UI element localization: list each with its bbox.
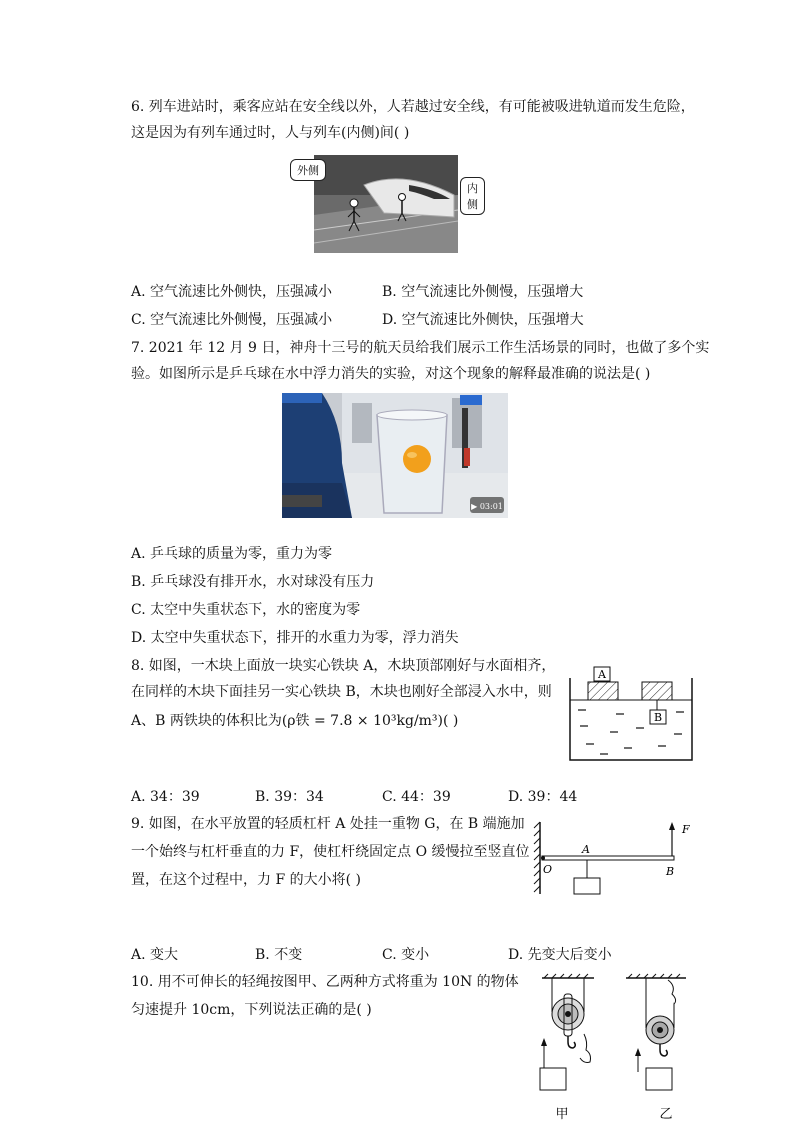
- q10-pulley-figure: [528, 972, 698, 1122]
- q8-stem-line2: 在同样的木块下面挂另一实心铁块 B，木块也刚好全部浸入水中，则: [131, 684, 552, 700]
- q9-option-d: D. 先变大后变小: [508, 947, 612, 963]
- q7-option-c: C. 太空中失重状态下，水的密度为零: [131, 602, 361, 618]
- q9-label-b: B: [666, 865, 675, 878]
- q8-option-d: D. 39：44: [508, 789, 578, 805]
- q8-beaker-figure: [566, 664, 696, 764]
- q8-label-a: A: [598, 668, 606, 681]
- q9-stem-line2: 一个始终与杠杆垂直的力 F，使杠杆绕固定点 O 缓慢拉至竖直位: [131, 844, 530, 860]
- q7-video-time: ▶ 03:01: [471, 502, 503, 511]
- q6-inner-label: 内侧: [460, 177, 485, 215]
- q6-train-figure: [297, 155, 478, 253]
- q7-option-d: D. 太空中失重状态下，排开的水重力为零，浮力消失: [131, 630, 459, 646]
- q9-option-c: C. 变小: [382, 947, 430, 963]
- q6-option-d: D. 空气流速比外侧快，压强增大: [382, 312, 584, 328]
- q6-option-b: B. 空气流速比外侧慢，压强增大: [382, 284, 584, 300]
- q9-label-f: F: [682, 823, 690, 836]
- q9-stem-line3: 置，在这个过程中，力 F 的大小将( ): [131, 872, 361, 888]
- q8-option-a: A. 34：39: [131, 789, 200, 805]
- q7-stem-line2: 验。如图所示是乒乓球在水中浮力消失的实验，对这个现象的解释最准确的说法是( ): [131, 366, 651, 382]
- q10-stem-line1: 10. 用不可伸长的轻绳按图甲、乙两种方式将重为 10N 的物体: [131, 974, 519, 990]
- q9-option-b: B. 不变: [255, 947, 303, 963]
- q7-stem-line1: 7. 2021 年 12 月 9 日，神舟十三号的航天员给我们展示工作生活场景的同时，也做了多个实: [131, 340, 710, 356]
- q7-option-a: A. 乒乓球的质量为零，重力为零: [131, 546, 333, 562]
- q10-label-jia: 甲: [555, 1107, 569, 1122]
- q6-stem-line1: 6. 列车进站时，乘客应站在安全线以外，人若越过安全线，有可能被吸进轨道而发生危险，: [131, 99, 695, 115]
- q7-space-video-figure: [282, 393, 508, 518]
- q9-option-a: A. 变大: [131, 947, 179, 963]
- q8-label-b: B: [653, 711, 663, 724]
- q10-label-yi: 乙: [659, 1107, 673, 1122]
- q8-stem-line3: A、B 两铁块的体积比为(ρ铁 = 7.8 × 10³kg/m³)( ): [131, 713, 459, 729]
- q8-option-c: C. 44：39: [382, 789, 451, 805]
- q9-lever-figure: [530, 818, 700, 898]
- q6-option-c: C. 空气流速比外侧慢，压强减小: [131, 312, 333, 328]
- q6-outer-label: 外侧: [290, 159, 326, 181]
- q10-stem-line2: 匀速提升 10cm，下列说法正确的是( ): [131, 1002, 372, 1018]
- q8-option-b: B. 39：34: [255, 789, 324, 805]
- q8-stem-line1: 8. 如图，一木块上面放一块实心铁块 A，木块顶部刚好与水面相齐，: [131, 658, 556, 674]
- q6-stem-line2: 这是因为有列车通过时，人与列车(内侧)间( ): [131, 125, 410, 141]
- q9-label-o: O: [543, 863, 553, 876]
- q9-stem-line1: 9. 如图，在水平放置的轻质杠杆 A 处挂一重物 G，在 B 端施加: [131, 816, 525, 832]
- q9-label-a: A: [582, 843, 590, 856]
- q7-option-b: B. 乒乓球没有排开水，水对球没有压力: [131, 574, 375, 590]
- q6-option-a: A. 空气流速比外侧快，压强减小: [131, 284, 333, 300]
